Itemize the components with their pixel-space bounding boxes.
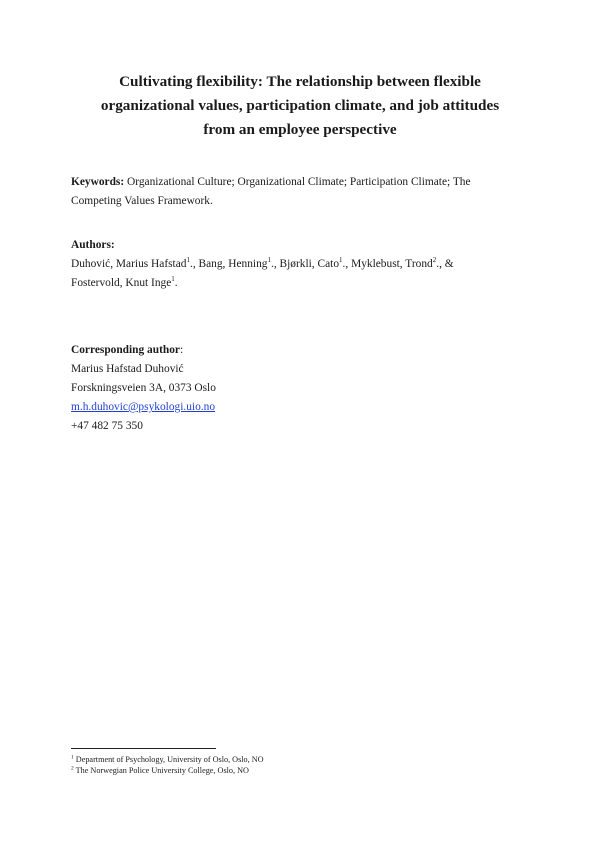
- corresponding-heading-line: [71, 341, 541, 360]
- footnote-number: 2: [71, 765, 74, 772]
- keywords-line-1: [71, 173, 541, 192]
- author-name: Bang, Henning: [198, 258, 268, 270]
- email-link[interactable]: m.h.duhovic@psykologi.uio.no: [71, 401, 216, 413]
- author-separator: .: [174, 277, 178, 289]
- footnote-1: [71, 754, 264, 765]
- keywords-text-1: Organizational Culture; Organizational Climate; Participation Climate; The: [124, 176, 471, 188]
- author-affiliation: 1: [267, 256, 271, 265]
- footnotes: [71, 754, 264, 776]
- author-affiliation: 2: [432, 256, 437, 265]
- footnote-text: Department of Psychology, University of Oslo, Oslo, NO: [73, 755, 264, 764]
- author-separator: ., &: [436, 258, 454, 270]
- keywords-label: Keywords:: [71, 176, 125, 188]
- corresponding-email-line: [71, 398, 541, 417]
- paper-title: [60, 70, 540, 142]
- author-affiliation: 1: [186, 256, 190, 265]
- footnote-text: The Norwegian Police University College, Oslo, NO: [73, 766, 249, 775]
- corresponding-name: Marius Hafstad Duhović: [71, 363, 184, 375]
- author-separator: .,: [270, 258, 280, 270]
- author-name: Bjørkli, Cato: [279, 258, 340, 270]
- authors-heading: Authors:: [71, 239, 115, 251]
- author-name: Myklebust, Trond: [351, 258, 433, 270]
- authors-line-2: [71, 274, 541, 293]
- keywords-section: [71, 173, 541, 211]
- author-separator: .,: [342, 258, 352, 270]
- corresponding-colon: :: [179, 344, 184, 356]
- corresponding-phone: +47 482 75 350: [71, 420, 143, 432]
- authors-section: [71, 236, 541, 293]
- corresponding-author-section: [71, 341, 541, 436]
- footnote-divider: [71, 748, 216, 749]
- author-separator: .,: [189, 258, 199, 270]
- footnote-2: [71, 765, 264, 776]
- author-affiliation: 1: [171, 275, 175, 284]
- keywords-text-2: Competing Values Framework.: [71, 195, 213, 207]
- title-line-3: from an employee perspective: [203, 121, 397, 138]
- corresponding-address: Forskningsveien 3A, 0373 Oslo: [71, 382, 216, 394]
- author-name: Duhović, Marius Hafstad: [71, 258, 187, 270]
- author-name: Fostervold, Knut Inge: [71, 277, 172, 289]
- authors-line-1: [71, 255, 541, 274]
- footnote-number: 1: [71, 754, 74, 761]
- title-line-2: organizational values, participation climate, and job attitudes: [100, 97, 500, 114]
- title-line-1: Cultivating flexibility: The relationship between flexible: [119, 73, 481, 90]
- corresponding-heading: Corresponding author: [71, 344, 180, 356]
- author-affiliation: 1: [339, 256, 343, 265]
